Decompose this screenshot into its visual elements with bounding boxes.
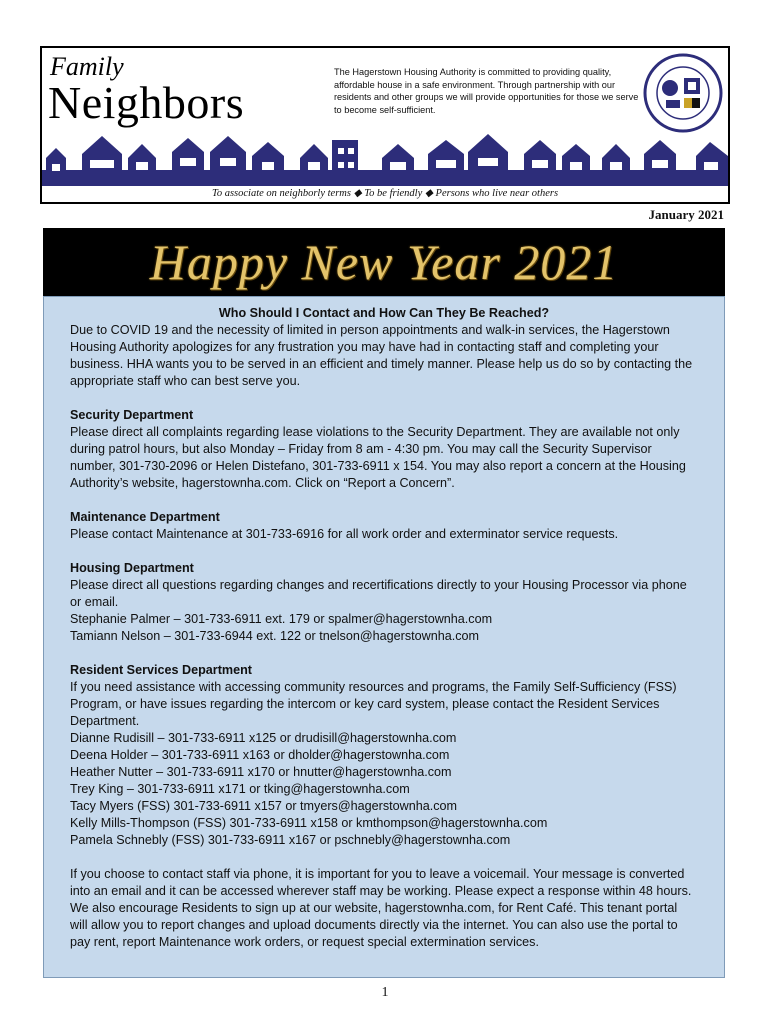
housing-contact: Tamiann Nelson – 301-733-6944 ext. 122 or tnelson@hagerstownha.com bbox=[70, 629, 480, 643]
issue-date: January 2021 bbox=[648, 207, 724, 222]
maintenance-title: Maintenance Department bbox=[70, 510, 220, 524]
housing-authority-seal-logo bbox=[642, 52, 724, 134]
article-heading: Who Should I Contact and How Can They Be Reached? bbox=[218, 306, 550, 320]
housing-body: Please direct all questions regarding changes and recertifications directly to your Housing Processor via phone or email. bbox=[70, 578, 687, 609]
masthead bbox=[40, 46, 730, 204]
resident-contact: Deena Holder – 301-733-6911 x163 or dholder@hagerstownha.com bbox=[70, 748, 450, 762]
masthead-title: Neighbors bbox=[48, 77, 245, 128]
new-year-banner bbox=[43, 228, 725, 296]
mission-statement: The Hagerstown Housing Authority is committed to providing quality, affordable house in a safe environment. Through partnership with our residents and other groups we will provide opportunities for those we serve to become self-sufficient. bbox=[334, 67, 639, 115]
resident-services-body: If you need assistance with accessing community resources and programs, the Family Self-Sufficiency (FSS) Program, or have issues regarding the intercom or key card system, please contact the Resident Services Department. bbox=[70, 680, 677, 728]
article-intro: Due to COVID 19 and the necessity of limited in person appointments and walk-in services, the Hagerstown Housing Authority apologizes for any frustration you may have had in contacting staff and completing your business. HHA wants you to be served in an efficient and timely manner. Please help us do so by contacting the appropriate staff who can best serve you. bbox=[70, 323, 693, 388]
resident-contact: Pamela Schnebly (FSS) 301-733-6911 x167 or pschnebly@hagerstownha.com bbox=[70, 833, 511, 847]
housing-title: Housing Department bbox=[70, 561, 194, 575]
security-title: Security Department bbox=[70, 408, 194, 422]
security-body: Please direct all complaints regarding lease violations to the Security Department. They are available not only during patrol hours, but also Monday – Friday from 8 am - 4:30 pm. You may call the Security Supervisor number, 301-730-2096 or Helen Distefano, 301-733-6911 x 154. You may also report a concern at the Housing Authority’s website, hagerstownha.com. Click on “Report a Concern”. bbox=[70, 425, 686, 490]
housing-contact: Stephanie Palmer – 301-733-6911 ext. 179 or spalmer@hagerstownha.com bbox=[70, 612, 493, 626]
maintenance-body: Please contact Maintenance at 301-733-6916 for all work order and exterminator service requests. bbox=[70, 527, 619, 541]
banner-text: Happy New Year 2021 bbox=[149, 234, 619, 290]
resident-contact: Dianne Rudisill – 301-733-6911 x125 or drudisill@hagerstownha.com bbox=[70, 731, 457, 745]
article-box bbox=[43, 296, 725, 978]
rent-cafe-note: We also encourage Residents to sign up at our website, hagerstownha.com, for Rent Café. This tenant portal will allow you to report changes and upload documents directly via the internet. You can also use the portal to pay rent, report Maintenance work orders, or request special extermination services. bbox=[70, 901, 678, 949]
masthead-title-small: Family bbox=[50, 52, 124, 81]
houses-skyline-graphic bbox=[42, 130, 728, 190]
resident-services-title: Resident Services Department bbox=[70, 663, 252, 677]
page-number: 1 bbox=[381, 985, 389, 1000]
resident-contact: Tacy Myers (FSS) 301-733-6911 x157 or tmyers@hagerstownha.com bbox=[70, 799, 458, 813]
voicemail-note: If you choose to contact staff via phone, it is important for you to leave a voicemail. Your message is converted into an email and it can be accessed wherever staff may be working. Please expect a response within 48 hours. bbox=[70, 867, 692, 898]
masthead-tagline: To associate on neighborly terms ◆ To be friendly ◆ Persons who live near others bbox=[42, 184, 728, 202]
resident-contact: Trey King – 301-733-6911 x171 or tking@hagerstownha.com bbox=[70, 782, 410, 796]
resident-contact: Heather Nutter – 301-733-6911 x170 or hnutter@hagerstownha.com bbox=[70, 765, 452, 779]
resident-contact: Kelly Mills-Thompson (FSS) 301-733-6911 x158 or kmthompson@hagerstownha.com bbox=[70, 816, 548, 830]
